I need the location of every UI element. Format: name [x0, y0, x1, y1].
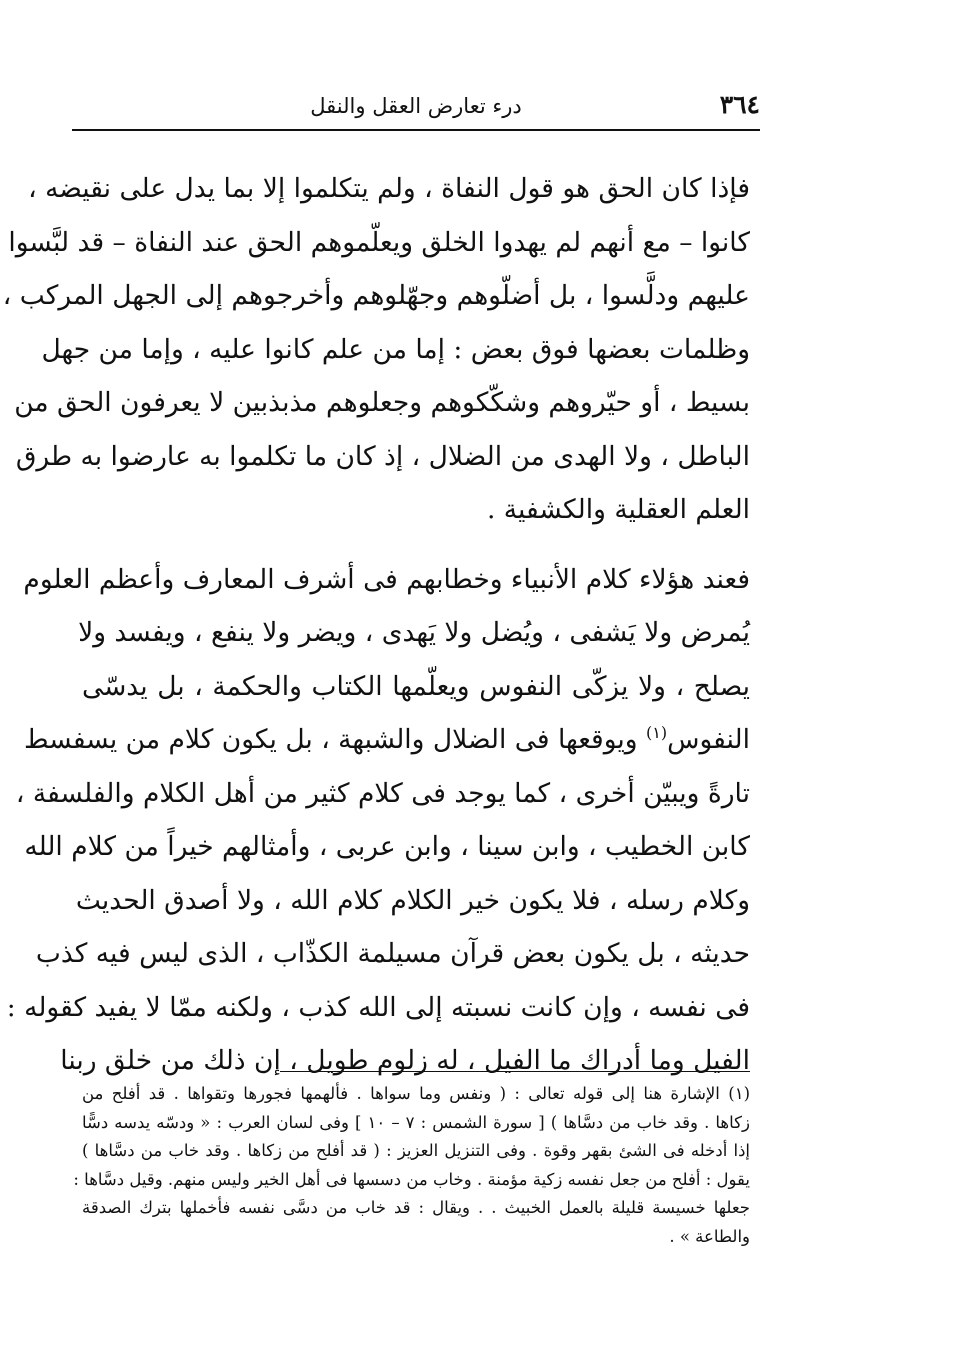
line-rest: ويوقعها فى الضلال والشبهة ، بل يكون كلام من يسفسط [24, 724, 638, 755]
text-line: فى نفسه ، وإن كانت نسبته إلى الله كذب ، ولكنه ممّا لا يفيد كقوله : [6, 991, 750, 1023]
footnote-line: إذا أدخله فى الشئ بقهر وقوة . وفى التنزيل العزيز : ( قد أفلح من زكاها . وقد خاب من دسَّاها ) [82, 1141, 750, 1160]
footnote-line: جعلها خسيسة قليلة بالعمل الخبيث . . ويقال : قد خاب من دسَّى نفسه فأخملها بترك الصدقة [82, 1198, 750, 1217]
line-start-word: النفوس [667, 724, 750, 755]
footnote-line: (١) الإشارة هنا إلى قوله تعالى : ( ونفس وما سواها . فألهمها فجورها وتقواها . قد أفلح من [82, 1084, 750, 1103]
text-line: يصلح ، ولا يزكّى النفوس ويعلّمها الكتاب والحكمة ، بل يدسّى [82, 670, 750, 702]
text-line: فإذا كان الحق هو قول النفاة ، ولم يتكلموا إلا بما يدل على نقيضه ، [28, 173, 750, 204]
footnote-line: يقول : أفلح من جعل نفسه زكية مؤمنة . وخاب من دسسها فى أهل الخير وليس منهم. وقيل دسَّاها : [73, 1169, 750, 1189]
footnote-rule [280, 1071, 750, 1072]
text-line: وظلمات بعضها فوق بعض : إما من علم كانوا عليه ، وإما من جهل [41, 333, 750, 365]
text-line: الباطل ، ولا الهدى من الضلال ، إذ كان ما تكلموا به عارضوا به طرق [15, 440, 750, 472]
page-number: ٣٦٤ [719, 90, 760, 119]
text-line: العلم العقلية والكشفية . [486, 494, 750, 525]
text-line: حديثه ، بل يكون بعض قرآن مسيلمة الكذّاب ، الذى ليس فيه كذب [35, 938, 750, 969]
text-line: وكلام رسله ، فلا يكون خير الكلام كلام الله ، ولا أصدق الحديث [75, 884, 750, 916]
text-line: الفيل وما أدراك ما الفيل ، له زلوم طويل ، إن ذلك من خلق ربنا [60, 1045, 750, 1076]
footnotes [73, 1080, 750, 1251]
page-header [72, 88, 760, 128]
text-line: تارةً ويبيّن أخرى ، كما يوجد فى كلام كثير من أهل الكلام والفلسفة ، [15, 777, 750, 809]
text-line: يُمرض ولا يَشفى ، ويُضل ولا يَهدى ، ويضر ولا ينفع ، ويفسد ولا [78, 617, 750, 648]
header-rule [72, 129, 760, 131]
text-line: عليهم ودلَّسوا ، بل أضلّوهم وجهّلوهم وأخرجوهم إلى الجهل المركب ، [2, 280, 750, 311]
main-text [2, 162, 750, 1088]
text-line: بسيط ، أو حيّروهم وشكّكوهم وجعلوهم مذبذبين لا يعرفون الحق من [14, 387, 750, 418]
text-line: كانوا – مع أنهم لم يهدوا الخلق ويعلّموهم الحق عند النفاة – قد لبَّسوا [8, 226, 750, 258]
text-line-with-footnote [24, 713, 750, 767]
footnote-marker: (١) [646, 723, 668, 743]
text-line: كابن الخطيب ، وابن سينا ، وابن عربى ، وأمثالهم خيراً من كلام الله [24, 831, 750, 862]
running-title: درء تعارض العقل والنقل [310, 94, 522, 118]
text-line: فعند هؤلاء كلام الأنبياء وخطابهم فى أشرف المعارف وأعظم العلوم [23, 563, 750, 595]
footnote-line: والطاعة » . [669, 1226, 750, 1246]
footnote-line: زكاها . وقد خاب من دسَّاها ) [ سورة الشمس : ٧ – ١٠ ] وفى لسان العرب : « ودسّه يدسه دسًّا [82, 1112, 750, 1132]
paragraph-gap [82, 537, 750, 553]
